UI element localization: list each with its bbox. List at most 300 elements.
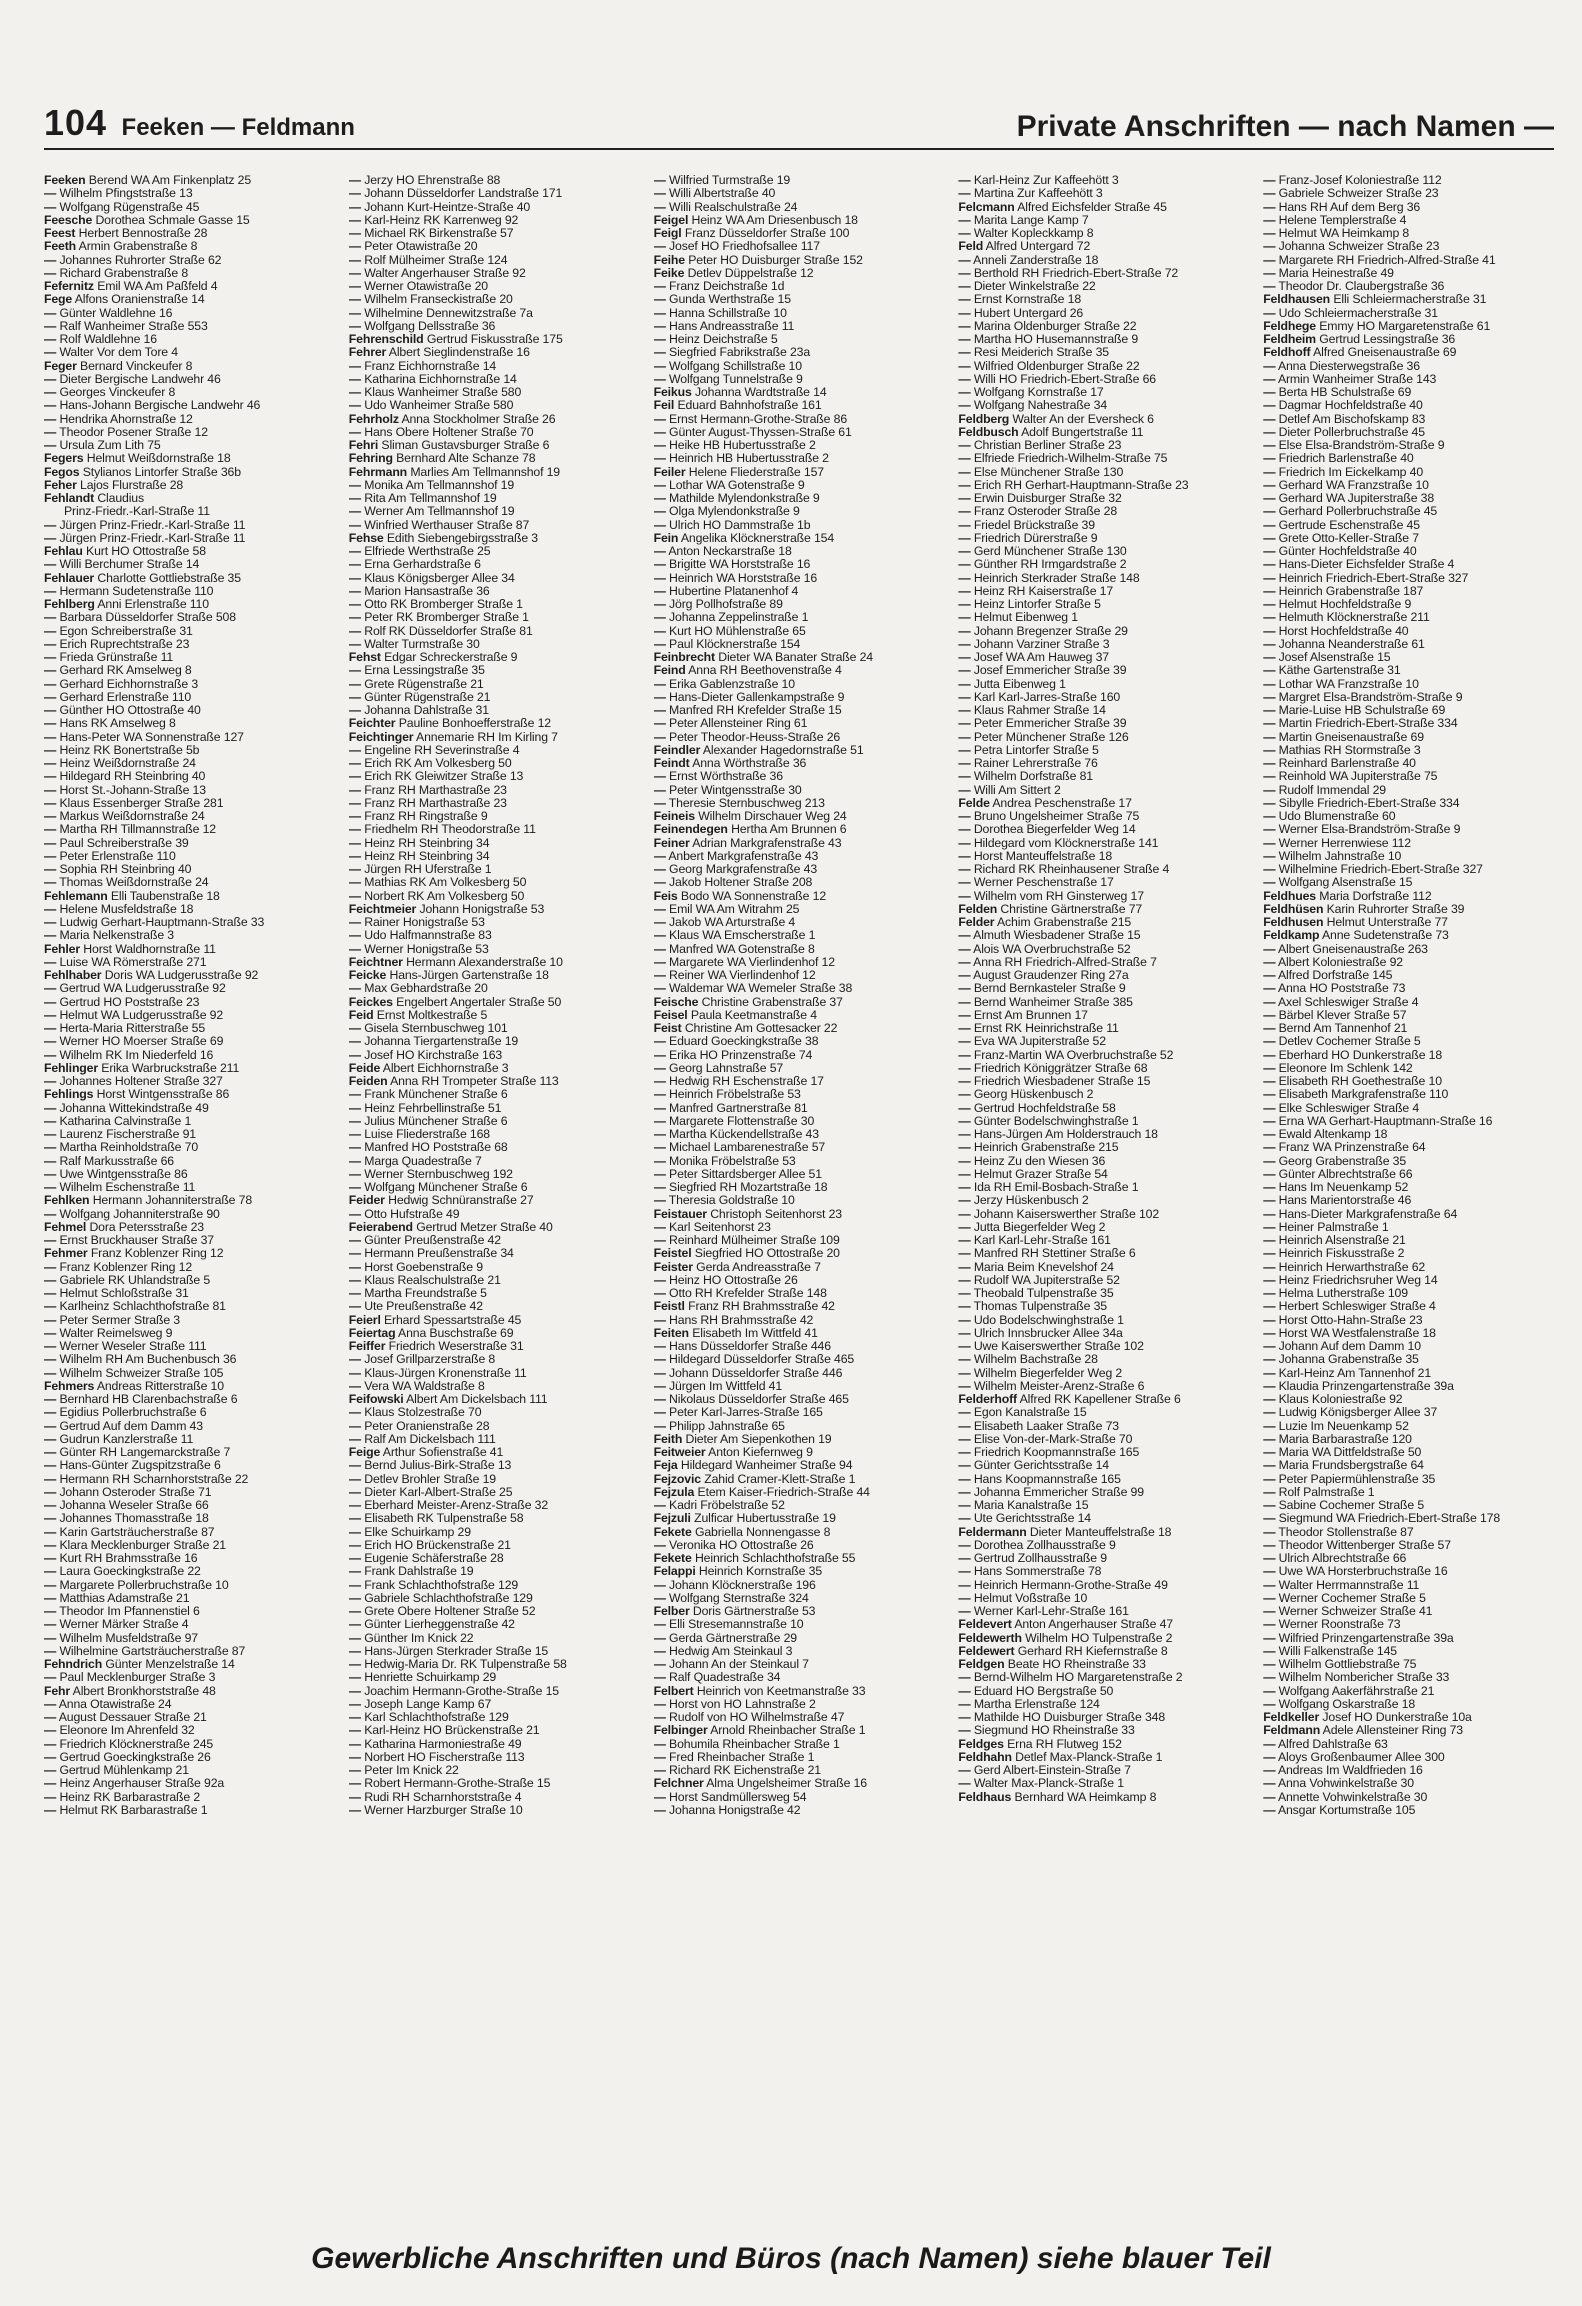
entry-surname: — <box>958 1552 971 1565</box>
entry-details: Georg Markgrafenstraße 43 <box>669 863 818 876</box>
directory-entry <box>958 1579 1249 1592</box>
directory-entry <box>44 757 335 770</box>
directory-entry <box>654 519 945 532</box>
entry-details: Wilhelmine Friedrich-Ebert-Straße 327 <box>1278 863 1483 876</box>
directory-entry <box>44 1035 335 1048</box>
entry-details: Theodor Stollenstraße 87 <box>1278 1525 1414 1539</box>
entry-details: Willi Berchumer Straße 14 <box>59 558 200 572</box>
directory-entry <box>349 625 640 638</box>
directory-entry <box>349 929 640 942</box>
entry-details: Siegmund HO Rheinstraße 33 <box>973 1724 1135 1738</box>
entry-surname: — <box>1263 757 1276 770</box>
entry-surname: — <box>653 1035 666 1049</box>
entry-surname: Felden <box>958 902 998 916</box>
directory-entry <box>44 982 335 995</box>
entry-details: Maria Nelkenstraße 3 <box>59 929 174 943</box>
entry-surname: — <box>653 1313 666 1327</box>
directory-entry <box>1263 1499 1554 1512</box>
entry-details: Heinz Friedrichsruher Weg 14 <box>1278 1273 1438 1287</box>
entry-surname: — <box>1263 1379 1276 1393</box>
entry-details: Georges Vinckeufer 8 <box>59 386 176 399</box>
entry-details: Heinrich Alsenstraße 21 <box>1278 1234 1406 1247</box>
entry-details: Christine Am Gottesacker 22 <box>684 1022 838 1035</box>
entry-surname: — <box>958 1022 971 1035</box>
directory-entry <box>1263 837 1554 850</box>
entry-surname: — <box>44 1472 57 1486</box>
directory-entry <box>654 810 945 823</box>
directory-entry <box>654 678 945 691</box>
directory-entry <box>654 823 945 836</box>
entry-details: Gerda Andreasstraße 7 <box>696 1260 821 1274</box>
directory-entry <box>1263 519 1554 532</box>
entry-surname: Feineis <box>653 810 695 823</box>
entry-details: Theodor Im Pfannenstiel 6 <box>59 1605 200 1618</box>
directory-entry <box>958 1155 1249 1168</box>
entry-details: Edith Siebengebirgsstraße 3 <box>386 531 538 545</box>
entry-details: Bernd Julius-Birk-Straße 13 <box>364 1459 512 1473</box>
directory-entry <box>349 969 640 982</box>
entry-surname: — <box>1263 942 1276 956</box>
directory-entry <box>654 267 945 280</box>
entry-details: Hans Obere Holtener Straße 70 <box>364 425 534 439</box>
directory-entry <box>349 572 640 585</box>
entry-details: Manfred RH Stettiner Straße 6 <box>973 1247 1136 1261</box>
directory-entry <box>958 757 1249 770</box>
directory-entry <box>1263 1791 1554 1804</box>
entry-surname: — <box>1263 1220 1276 1234</box>
entry-surname: — <box>653 704 666 717</box>
entry-surname: — <box>1263 1207 1276 1221</box>
entry-surname: — <box>958 1591 971 1605</box>
directory-entry <box>654 1367 945 1380</box>
entry-details: Mathias RK Am Volkesberg 50 <box>364 876 527 890</box>
entry-surname: — <box>1263 849 1276 863</box>
entry-details: Berend WA Am Finkenplatz 25 <box>88 174 252 187</box>
directory-entry <box>1263 651 1554 664</box>
directory-entry <box>1263 174 1554 187</box>
entry-surname: — <box>653 1167 666 1181</box>
directory-entry <box>1263 293 1554 306</box>
entry-details: Helene Fliederstraße 157 <box>688 465 824 479</box>
entry-surname: — <box>958 452 971 466</box>
directory-entry <box>958 1565 1249 1578</box>
entry-details: Engeline RH Severinstraße 4 <box>364 743 520 757</box>
entry-surname: — <box>348 253 361 267</box>
entry-details: Ida RH Emil-Bosbach-Straße 1 <box>973 1181 1139 1194</box>
entry-surname: — <box>653 902 666 916</box>
directory-entry <box>44 1168 335 1181</box>
entry-surname: — <box>653 796 666 810</box>
entry-surname: — <box>44 1406 57 1420</box>
entry-surname: — <box>1263 1644 1276 1658</box>
directory-entry <box>349 996 640 1009</box>
entry-surname: Feldhausen <box>1263 293 1331 307</box>
directory-entry <box>44 267 335 280</box>
entry-details: Uwe Kaiserswerther Straße 102 <box>973 1340 1144 1353</box>
entry-surname: — <box>653 876 666 890</box>
entry-details: Hermann Alexanderstraße 10 <box>406 955 563 969</box>
entry-details: Alfred RK Kapellener Straße 6 <box>1019 1393 1181 1406</box>
entry-surname: Feldgen <box>958 1658 1005 1671</box>
entry-details: Emil WA Am Paßfeld 4 <box>97 280 218 293</box>
entry-surname: — <box>348 677 361 691</box>
entry-surname: — <box>348 849 361 863</box>
directory-entry <box>654 1168 945 1181</box>
directory-entry <box>654 890 945 903</box>
entry-surname: — <box>348 1419 361 1433</box>
entry-details: Helma Lutherstraße 109 <box>1278 1287 1408 1300</box>
directory-entry <box>654 545 945 558</box>
directory-entry <box>349 240 640 253</box>
entry-details: Anton Kiefernweg 9 <box>708 1446 813 1459</box>
entry-details: Maria WA Dittfeldstraße 50 <box>1278 1446 1422 1459</box>
entry-surname: — <box>653 1393 666 1406</box>
entry-surname: Feldhusen <box>1263 916 1324 929</box>
entry-surname: — <box>348 1697 361 1711</box>
entry-surname: — <box>348 240 361 254</box>
entry-details: Martha Erlenstraße 124 <box>973 1697 1100 1711</box>
directory-entry <box>958 903 1249 916</box>
entry-surname: — <box>958 1764 971 1777</box>
entry-surname: Feldhüsen <box>1263 902 1324 916</box>
entry-surname: — <box>44 1154 57 1168</box>
entry-details: Sophia RH Steinbring 40 <box>59 863 192 876</box>
directory-entry <box>1263 982 1554 995</box>
entry-details: Norbert HO Fischerstraße 113 <box>364 1750 525 1764</box>
directory-entry <box>349 837 640 850</box>
entry-surname: — <box>348 1565 361 1579</box>
directory-entry <box>349 413 640 426</box>
entry-surname: — <box>1263 505 1276 519</box>
directory-entry <box>1263 333 1554 346</box>
directory-entry <box>44 227 335 240</box>
entry-details: Jerzy HO Ehrenstraße 88 <box>364 174 501 187</box>
entry-details: Heinz Fehrbellinstraße 51 <box>364 1101 502 1115</box>
entry-details: Mathilde HO Duisburger Straße 348 <box>973 1711 1166 1724</box>
entry-details: Gabriella Nonnengasse 8 <box>694 1525 831 1539</box>
entry-details: Rolf RK Düsseldorfer Straße 81 <box>364 624 533 638</box>
entry-surname: — <box>1263 1697 1276 1711</box>
entry-surname: — <box>348 1366 361 1380</box>
directory-entry <box>958 280 1249 293</box>
entry-surname: — <box>653 916 666 929</box>
entry-details: Detlef Max-Planck-Straße 1 <box>1015 1750 1163 1764</box>
directory-entry <box>1263 1141 1554 1154</box>
directory-entry <box>654 240 945 253</box>
entry-details: Helmut Unterstraße 77 <box>1326 916 1448 929</box>
entry-surname: — <box>958 1512 971 1526</box>
entry-surname: — <box>958 836 971 850</box>
entry-details: Martin Gneisenaustraße 69 <box>1278 730 1424 744</box>
entry-surname: — <box>958 810 971 823</box>
entry-details: Hildegard RH Steinbring 40 <box>59 770 206 784</box>
directory-entry <box>958 1777 1249 1790</box>
directory-entry <box>958 201 1249 214</box>
entry-details: Werner Märker Straße 4 <box>59 1618 189 1632</box>
directory-entry <box>958 174 1249 187</box>
entry-details: Bodo WA Sonnenstraße 12 <box>680 889 827 903</box>
entry-surname: — <box>44 743 57 757</box>
entry-surname: — <box>44 399 57 413</box>
entry-details: Peter Papiermühlenstraße 35 <box>1278 1472 1436 1486</box>
directory-entry <box>958 1459 1249 1472</box>
entry-surname: — <box>958 1565 971 1579</box>
entry-surname: Fehrenschild <box>348 333 424 346</box>
entry-details: Franz RH Brahmsstraße 42 <box>688 1300 835 1314</box>
directory-entry <box>44 280 335 293</box>
directory-entry <box>958 1486 1249 1499</box>
directory-entry <box>349 1049 640 1062</box>
directory-entry <box>654 1645 945 1658</box>
entry-details: Wilhelm Eschenstraße 11 <box>59 1181 196 1194</box>
directory-entry <box>1263 346 1554 359</box>
entry-details: Wilhelm Schweizer Straße 105 <box>59 1366 224 1380</box>
directory-entry <box>654 638 945 651</box>
entry-details: Horst Goebenstraße 9 <box>364 1260 483 1274</box>
entry-details: Mathilde Mylendonkstraße 9 <box>669 492 820 505</box>
directory-entry <box>654 784 945 797</box>
directory-entry <box>1263 691 1554 704</box>
entry-surname: Feist <box>653 1022 682 1035</box>
entry-surname: Feith <box>653 1432 683 1446</box>
entry-surname: — <box>653 942 666 956</box>
directory-entry <box>654 969 945 982</box>
entry-surname: Fehri <box>348 439 379 452</box>
directory-entry <box>44 903 335 916</box>
entry-surname: — <box>958 929 971 943</box>
entry-surname: — <box>348 1724 361 1738</box>
directory-entry <box>44 1208 335 1221</box>
entry-details: Wilhelm Meister-Arenz-Straße 6 <box>973 1379 1145 1393</box>
entry-details: Hans RH Brahmsstraße 42 <box>669 1313 814 1327</box>
entry-surname: — <box>1263 1737 1276 1751</box>
entry-surname: — <box>653 492 666 505</box>
directory-entry <box>1263 1446 1554 1459</box>
entry-surname: — <box>653 1711 666 1724</box>
entry-surname: — <box>348 1578 361 1592</box>
entry-details: Erika Warbruckstraße 211 <box>101 1061 240 1075</box>
entry-details: Heiner Palmstraße 1 <box>1278 1220 1389 1234</box>
directory-entry <box>654 664 945 677</box>
entry-surname: Fekete <box>653 1525 692 1539</box>
entry-surname: — <box>653 372 666 386</box>
entry-details: Michael Lambarenestraße 57 <box>669 1141 826 1155</box>
entry-details: Udo Halfmannstraße 83 <box>364 929 492 943</box>
entry-details: Johanna Emmericher Straße 99 <box>973 1485 1144 1499</box>
entry-surname: Feldermann <box>958 1525 1027 1539</box>
directory-entry <box>958 598 1249 611</box>
entry-surname: Fejzula <box>653 1485 695 1499</box>
entry-surname: Feid <box>348 1008 374 1022</box>
directory-entry <box>44 1685 335 1698</box>
directory-entry <box>654 1473 945 1486</box>
entry-details: Elisabeth RH Goethestraße 10 <box>1278 1075 1442 1088</box>
directory-entry <box>44 1380 335 1393</box>
entry-surname: — <box>653 730 666 744</box>
entry-surname: — <box>1263 611 1276 625</box>
entry-surname: — <box>44 1048 57 1062</box>
entry-details: Gerd Albert-Einstein-Straße 7 <box>973 1764 1131 1777</box>
entry-surname: — <box>958 1684 971 1698</box>
directory-entry <box>958 505 1249 518</box>
directory-entry <box>654 1539 945 1552</box>
directory-entry <box>44 1473 335 1486</box>
directory-entry <box>1263 1433 1554 1446</box>
entry-surname: — <box>348 174 361 187</box>
entry-surname: — <box>348 1379 361 1393</box>
directory-entry <box>44 770 335 783</box>
entry-surname: — <box>958 717 971 731</box>
entry-surname: — <box>44 333 57 346</box>
entry-details: Josef Alsenstraße 15 <box>1278 651 1391 664</box>
entry-surname: Feiffer <box>348 1340 386 1353</box>
entry-details: Nikolaus Düsseldorfer Straße 465 <box>669 1393 849 1406</box>
entry-surname: — <box>348 1525 361 1539</box>
entry-surname: — <box>653 1499 666 1512</box>
entry-details: Georg Hüskenbusch 2 <box>973 1088 1094 1102</box>
entry-surname: — <box>44 1101 57 1115</box>
entry-surname: — <box>958 558 971 572</box>
directory-entry <box>349 545 640 558</box>
directory-entry <box>44 1446 335 1459</box>
directory-entry <box>654 1711 945 1724</box>
entry-details: Thomas Tulpenstraße 35 <box>973 1300 1107 1314</box>
entry-surname: — <box>44 1340 57 1353</box>
directory-entry <box>958 916 1249 929</box>
entry-surname: — <box>1263 730 1276 744</box>
entry-details: Günter Gerichtsstraße 14 <box>973 1459 1109 1473</box>
directory-entry <box>349 1247 640 1260</box>
entry-surname: — <box>44 624 57 638</box>
entry-surname: — <box>44 1035 57 1049</box>
entry-surname: — <box>348 1300 361 1314</box>
directory-entry <box>44 1632 335 1645</box>
entry-surname: — <box>1263 836 1276 850</box>
entry-surname: — <box>958 505 971 519</box>
entry-details: Gerda Gärtnerstraße 29 <box>669 1631 797 1645</box>
entry-details: Werner Herrenwiese 112 <box>1278 836 1411 850</box>
directory-entry <box>349 863 640 876</box>
entry-details: Ernst Hermann-Grothe-Straße 86 <box>669 412 848 426</box>
entry-surname: — <box>958 889 971 903</box>
directory-entry <box>349 346 640 359</box>
entry-details: Klaus Stolzestraße 70 <box>364 1406 482 1420</box>
directory-entry <box>958 1618 1249 1631</box>
directory-entry <box>654 863 945 876</box>
directory-entry <box>349 876 640 889</box>
entry-details: Wilhelm Nombericher Straße 33 <box>1278 1671 1450 1685</box>
entry-surname: — <box>1263 1247 1276 1261</box>
entry-surname: — <box>958 969 971 982</box>
directory-entry <box>349 1632 640 1645</box>
entry-details: Johanna Grabenstraße 35 <box>1278 1353 1419 1367</box>
entry-surname: — <box>653 929 666 943</box>
directory-entry <box>1263 1632 1554 1645</box>
entry-surname: — <box>958 266 971 280</box>
entry-details: Heinz Lintorfer Straße 5 <box>973 598 1101 611</box>
entry-details: Gabriele Schlachthofstraße 129 <box>364 1591 533 1605</box>
entry-details: Ernst Kornstraße 18 <box>973 293 1082 307</box>
entry-details: Paula Keetmanstraße 4 <box>690 1008 817 1022</box>
entry-surname: — <box>958 1697 971 1711</box>
entry-surname: Feger <box>44 359 77 373</box>
entry-surname: Feike <box>653 266 685 280</box>
directory-entry <box>1263 545 1554 558</box>
directory-entry <box>958 1605 1249 1618</box>
directory-entry <box>1263 744 1554 757</box>
directory-entry <box>654 466 945 479</box>
directory-entry <box>958 1380 1249 1393</box>
entry-surname: — <box>348 823 361 837</box>
entry-surname: Feiner <box>653 836 690 850</box>
directory-entry <box>1263 1194 1554 1207</box>
entry-surname: — <box>653 598 666 611</box>
directory-entry <box>349 1618 640 1631</box>
entry-details: Gertrud Zollhausstraße 9 <box>973 1552 1107 1565</box>
entry-surname: — <box>958 1220 971 1234</box>
entry-details: Anna RH Beethovenstraße 4 <box>688 664 842 678</box>
directory-entry <box>349 1804 640 1817</box>
entry-details: Erich Ruprechtstraße 23 <box>59 637 190 651</box>
entry-surname: Fekete <box>653 1552 692 1565</box>
directory-entry <box>349 1367 640 1380</box>
entry-details: Katharina Harmoniestraße 49 <box>364 1737 522 1751</box>
entry-details: Friedrich Weserstraße 31 <box>388 1340 524 1353</box>
entry-details: Andreas Ritterstraße 10 <box>96 1379 224 1393</box>
entry-details: Hans RK Amselweg 8 <box>59 717 176 731</box>
entry-details: Werner Cochemer Straße 5 <box>1278 1591 1426 1605</box>
entry-surname: — <box>958 545 971 558</box>
directory-entry <box>349 1102 640 1115</box>
entry-surname: — <box>348 1406 361 1420</box>
entry-surname: Fehrer <box>348 346 387 360</box>
entry-details: Heinz RH Steinbring 34 <box>364 849 490 863</box>
directory-entry <box>349 187 640 200</box>
entry-surname: — <box>653 849 666 863</box>
entry-details: Dagmar Hochfeldstraße 40 <box>1278 399 1423 413</box>
directory-entry <box>1263 916 1554 929</box>
directory-entry <box>1263 1764 1554 1777</box>
directory-entry <box>349 373 640 386</box>
entry-surname: — <box>1263 1605 1276 1618</box>
entry-details: Marita Lange Kamp 7 <box>973 213 1089 227</box>
directory-entry <box>654 1022 945 1035</box>
entry-surname: — <box>1263 1075 1276 1088</box>
entry-surname: — <box>958 1485 971 1499</box>
directory-entry <box>958 1128 1249 1141</box>
entry-surname: — <box>958 531 971 545</box>
entry-surname: — <box>958 1326 971 1340</box>
entry-details: Willi Am Sittert 2 <box>973 783 1061 797</box>
entry-details: Luzie Im Neuenkamp 52 <box>1278 1419 1409 1433</box>
directory-entry <box>349 1194 640 1207</box>
entry-surname: Fehlings <box>44 1088 94 1102</box>
directory-entry <box>958 704 1249 717</box>
entry-details: Martha RH Tillmannstraße 12 <box>59 823 216 837</box>
directory-entry <box>958 1261 1249 1274</box>
entry-surname: — <box>1263 1141 1276 1155</box>
directory-entry <box>654 1314 945 1327</box>
directory-entry <box>349 1764 640 1777</box>
directory-entry <box>654 1261 945 1274</box>
directory-entry <box>349 1473 640 1486</box>
entry-details: Hubertine Platanenhof 4 <box>669 584 799 598</box>
entry-details: Werner Elsa-Brandström-Straße 9 <box>1278 823 1461 837</box>
directory-entry <box>654 452 945 465</box>
entry-details: Dieter WA Banater Straße 24 <box>718 651 873 664</box>
directory-entry <box>44 704 335 717</box>
entry-details: Werner Roonstraße 73 <box>1278 1618 1401 1632</box>
